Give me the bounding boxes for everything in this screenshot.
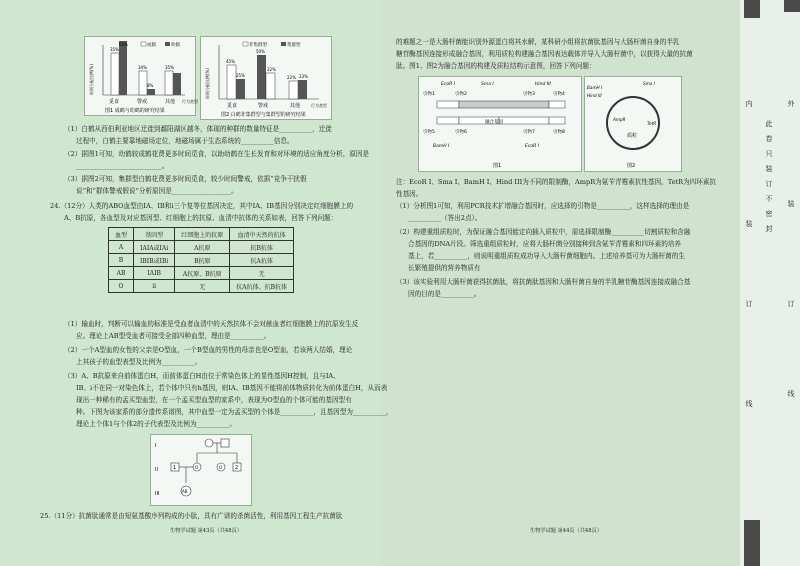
primer-8: 引物8 <box>553 130 565 135</box>
r-q3: （3）该实验利用大肠杆菌获得抗菌肽，将抗菌肽基因和大肠杆菌自身的半乳糖苷酶基因连接成融合基 <box>396 278 691 286</box>
td: A抗原 <box>175 241 230 254</box>
q24-part3b: IB、i不在同一对染色体上，若个体中只有h基因，则IA、IB基因不能将前体物质转化为前体蛋白H，从而表 <box>76 384 388 392</box>
ped-2: 2 <box>235 465 239 471</box>
primer-6: 引物6 <box>455 130 467 135</box>
bar-flock-forage <box>236 79 245 99</box>
fig1-cat-0: 觅食 <box>109 99 120 105</box>
fig1-val-4: 35% <box>165 65 174 70</box>
fig2-cat-0: 觅食 <box>227 103 238 109</box>
pedigree-female-i <box>205 439 213 447</box>
gutter-outer-2: 订 <box>787 300 795 307</box>
fig1-ylabel: 时间分配比例(%) <box>89 64 94 95</box>
gutter-outer-3: 线 <box>787 390 795 397</box>
pedigree-chart <box>150 434 252 506</box>
gen-3: III <box>155 491 160 497</box>
p-enzyme-2: Sma I <box>643 81 655 86</box>
enzyme-0: EcoR I <box>441 82 455 87</box>
tetr-label: TetR <box>647 121 657 126</box>
fig1-caption: 图1 成鹤与幼鹤的研究结果 <box>105 108 165 114</box>
p-enzyme-1: Hind III <box>587 93 602 98</box>
td: 抗A抗体 <box>230 254 294 267</box>
fig2-cat-2: 其他 <box>290 103 301 109</box>
r-q2d: 长繁殖提供的营养物质有 <box>408 264 481 272</box>
gutter-outer-0: 外 <box>787 100 795 107</box>
fig1-val-1: 35% <box>110 47 119 52</box>
q23-part1b: 过程中，白鹤主要靠地磁场定位，地磁场属于生态系统的__________信息。 <box>76 137 294 145</box>
fig1-cat-1: 警戒 <box>137 99 148 105</box>
gutter-outer-1: 装 <box>787 200 795 207</box>
ped-o2: O <box>219 465 223 470</box>
gutter-warning: 此卷只装订不密封 <box>765 120 773 240</box>
r-intro-3: 肽。图1、图2为融合基因的构建及质粒结构示意图，回答下列问题： <box>396 62 596 70</box>
th: 血型 <box>109 228 134 241</box>
bar-nonflock-alert <box>257 55 266 99</box>
bar-flock-alert <box>266 73 275 99</box>
r-note2: 性基因。 <box>396 190 423 198</box>
bar-flock-other <box>298 80 307 99</box>
th: 红细胞上的抗原 <box>175 228 230 241</box>
fig2-val-4: 22% <box>287 75 296 80</box>
r-q1: （1）分析图1可知，利用PCR技术扩增融合基因时，应选择的引物是__________，这样选择的理由是 <box>396 202 690 210</box>
binding-gutter <box>740 0 800 566</box>
p-enzyme-0: BamH I <box>587 85 603 90</box>
gutter-bar-bottom <box>744 520 760 566</box>
bar-juvenile-other <box>173 73 181 95</box>
bar-nonflock-other <box>289 81 298 99</box>
td: IBIB或IBi <box>134 254 175 267</box>
r-q3b: 因的目的是__________。 <box>408 290 481 298</box>
figure-1-bar-chart <box>84 36 196 116</box>
td: 抗A抗体、抗B抗体 <box>230 280 294 293</box>
fig2-val-1: 25% <box>236 73 245 78</box>
fusion-label: 融合基因 <box>485 120 503 125</box>
pedigree-male-i <box>221 439 229 447</box>
ped-o1: O <box>195 465 199 470</box>
fig1-legend-1: 幼鹤 <box>171 43 180 48</box>
fig1-xlabel: 行为类型 <box>182 99 198 104</box>
fig2-val-3: 32% <box>267 67 276 72</box>
td: IAIB <box>134 267 175 280</box>
plasmid-figure <box>584 76 682 172</box>
q24-part3e: 理论上个体1与个体2的子代表型及比例为__________。 <box>76 420 237 428</box>
gutter-inner-3: 线 <box>745 400 753 407</box>
bar-adult-other <box>165 71 173 95</box>
fig2-val-5: 23% <box>299 74 308 79</box>
td: B <box>109 254 134 267</box>
td: AB <box>109 267 134 280</box>
primer-7: 引物7 <box>523 130 535 135</box>
td: 无 <box>230 267 294 280</box>
td: A抗原、B抗原 <box>175 267 230 280</box>
fig1-val-3: 8% <box>147 83 154 88</box>
fig1-legend-0: 成鹤 <box>147 43 156 48</box>
primer-1: 引物1 <box>423 92 435 97</box>
q24-part1b: 应。理论上AB型受血者可接受全部四种血型，理由是__________。 <box>76 332 271 340</box>
r-q2b: 合基因的DNA片段。筛选重组质粒时，应将大肠杆菌分别接种到含氨苄青霉素和四环素的培养 <box>408 240 681 248</box>
td: A <box>109 241 134 254</box>
q24-part2b: 上其孩子的血型表型及比例为__________。 <box>76 358 202 366</box>
fig2-val-0: 45% <box>226 59 235 64</box>
fig2-cat-1: 警戒 <box>258 103 269 109</box>
bar-juvenile-forage <box>119 41 127 95</box>
fig2-caption-r: 图2 <box>627 163 636 169</box>
blood-type-table <box>108 227 294 293</box>
plasmid-label: 质粒 <box>627 133 638 139</box>
r-q2c: 基上，若__________，则说明重组质粒成功导入大肠杆菌细胞内。上述培养基可为大肠杆菌的生 <box>408 252 685 260</box>
enzyme-2: Hind III <box>535 82 551 87</box>
q24-part2: （2）一个A型血的女性的父亲是O型血，一个B型血的男性的母亲也是O型血，若该两人结婚，理论 <box>64 346 353 354</box>
q24-part3c: 现出一种稀有的孟买型血型，在一个孟买型血型的家系中，表现为O型血的个体可能的基因型有 <box>76 396 352 404</box>
gen-1: I <box>155 443 157 449</box>
td: O <box>109 280 134 293</box>
fig2-ylabel: 时间分配比例(%) <box>205 68 210 99</box>
gutter-corner-top <box>784 0 800 12</box>
bar-adult-forage <box>111 53 119 95</box>
enzyme-3: BamH I <box>433 144 450 149</box>
primer-5: 引物5 <box>423 130 435 135</box>
r-intro-1: 的难题之一是大肠杆菌能识别外源蛋白将其水解，某科研小组将抗菌肽基因与大肠杆菌自身的半乳 <box>396 38 680 46</box>
td: 无 <box>175 280 230 293</box>
th: 基因型 <box>134 228 175 241</box>
q23-part2b: __________________________。 <box>76 162 169 170</box>
primer-2: 引物2 <box>455 92 467 97</box>
gutter-inner-1: 装 <box>745 220 753 227</box>
q23-part3b: 说”和“群体警戒假说”分析原因是__________________。 <box>76 187 238 195</box>
fig2-legend-1: 集群型 <box>287 43 301 48</box>
fig1-svg <box>85 37 198 115</box>
r-q1b: __________（答出2点）。 <box>408 214 482 222</box>
right-footer: 生物学试题 第44页（共48页） <box>530 528 602 534</box>
q24-stem-b: A、B抗原，各血型及对应基因型、红细胞上的抗原、血清中抗体的关系如表，回答下列问题： <box>64 214 338 222</box>
enzyme-1: Sma I <box>481 82 494 87</box>
gutter-inner-0: 内 <box>745 100 753 107</box>
q25-stem: 25.（11分）抗菌肽通常是由短氨基酸序列构成的小肽，具有广谱的杀菌活性，利用基因工程生产抗菌肽 <box>40 512 343 520</box>
ped-1: 1 <box>173 465 177 471</box>
bar-juvenile-alert <box>147 89 155 95</box>
q24-part3: （3）A、B抗原来自前体蛋白H，而前体蛋白H由位于常染色体上的显性基因H控制，且与IA、 <box>64 372 340 380</box>
figure-2-bar-chart <box>200 36 332 120</box>
fig2-svg <box>201 37 331 119</box>
fig2-legend-0: 非集群型 <box>249 43 267 48</box>
fig2-xlabel: 行为类型 <box>311 103 327 108</box>
primer-4: 引物4 <box>553 92 565 97</box>
td: B抗原 <box>175 254 230 267</box>
ampr-label: AmpR <box>613 117 626 122</box>
ped-ab: AB <box>182 489 188 494</box>
q24-part1: （1）输血时，判断可以输血的标准是受血者血清中的天然抗体不会对献血者红细胞膜上的抗原发生反 <box>64 320 359 328</box>
fig1-val-0: 60% <box>119 42 128 47</box>
fig2-val-2: 50% <box>256 49 265 54</box>
r-note: 注：EcoR I、Sma I、BamH I、Hind III为不同的限制酶，AmpR为氨苄青霉素抗性基因，TetR为四环素抗 <box>396 178 717 186</box>
fig2-caption: 图2 白鹤非集群型与集群型的研究结果 <box>221 112 306 118</box>
th: 血清中天然的抗体 <box>230 228 294 241</box>
gen-2: II <box>155 467 158 473</box>
r-q2: （2）构建重组质粒时，为保证融合基因能定向插入质粒中，需选择限制酶__________切割质粒和含融 <box>396 228 691 236</box>
fig1-cat-2: 其他 <box>165 99 176 105</box>
fig1-val-2: 34% <box>138 65 147 70</box>
bar-nonflock-forage <box>227 65 236 99</box>
q23-part1: （1）白鹤从西伯利亚地区迁徙到鄱阳湖区越冬，体现的种群的数量特征是__________，迁徙 <box>64 125 332 133</box>
q24-part3d: 种。下图为该家系的部分遗传系谱图，其中血型一定为孟买型的个体是__________，且基因型为__________， <box>76 408 393 416</box>
left-footer: 生物学试题 第43页（共48页） <box>170 528 242 534</box>
td: IAIA或IAi <box>134 241 175 254</box>
td: ii <box>134 280 175 293</box>
q24-stem: 24.（12分）人类的ABO血型由IA、IB和i三个复等位基因决定，其中IA、IB基因分别决定红细胞膜上的 <box>50 202 354 210</box>
fusion-gene-figure <box>418 76 582 172</box>
enzyme-4: EcoR I <box>525 144 539 149</box>
td: 抗B抗体 <box>230 241 294 254</box>
fig1-caption-r: 图1 <box>493 163 502 169</box>
q23-part2: （2）据图1可知，幼鹤较成鹤花费更多时间觅食，以助幼鹤在生长发育和对环境的适应角度分析，原因是 <box>64 150 370 158</box>
gutter-inner-2: 订 <box>745 300 753 307</box>
primer-3: 引物3 <box>523 92 535 97</box>
q23-part3: （3）据图2可知，集群型白鹤花费更多时间觅食，较少时间警戒，依据“竞争干扰假 <box>64 175 307 183</box>
r-intro-2: 糖苷酶基因连接形成融合基因，利用质粒构建融合基因表达载体并导入大肠杆菌中，以获得大量的抗菌 <box>396 50 693 58</box>
gutter-bar-top <box>744 0 760 18</box>
bar-adult-alert <box>139 71 147 95</box>
